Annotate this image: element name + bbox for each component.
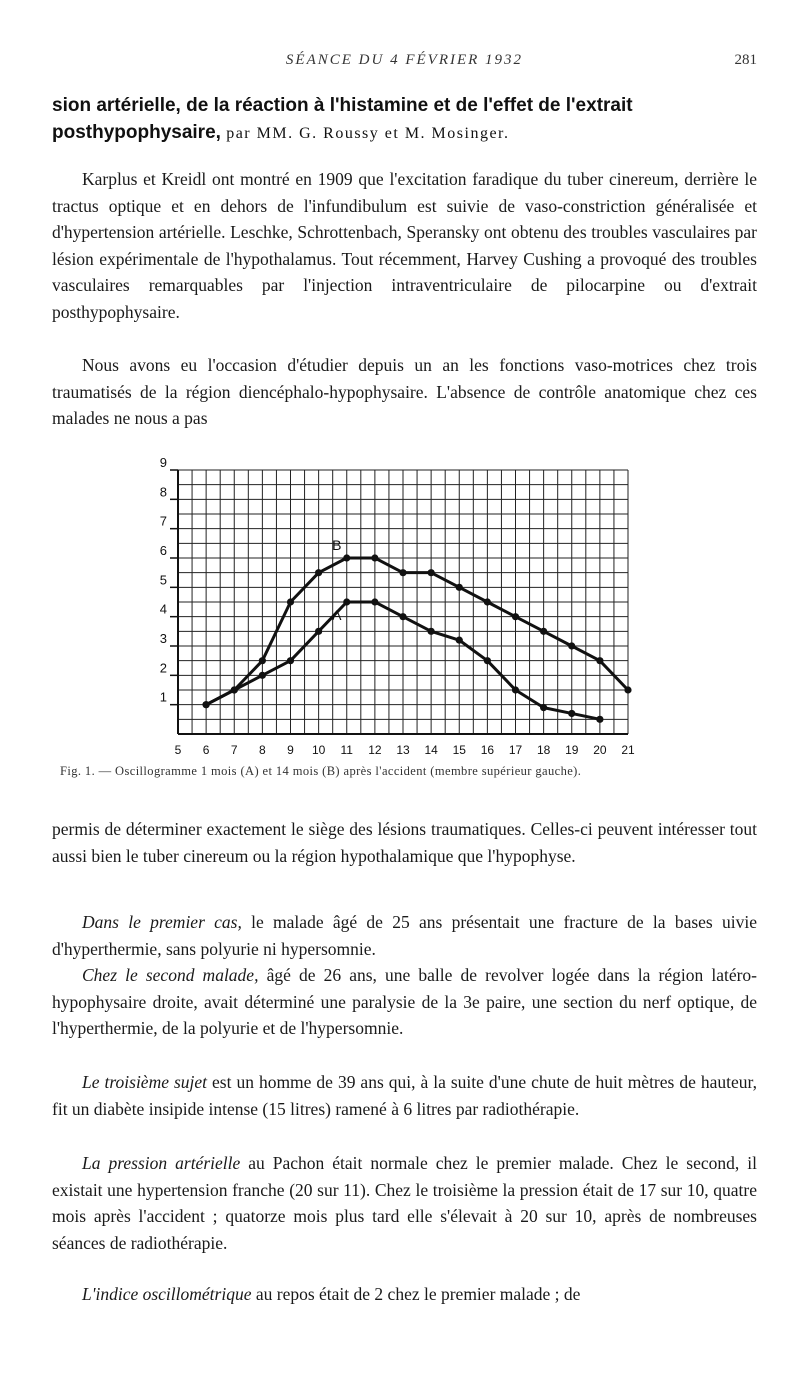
data-point-A — [540, 704, 547, 711]
data-point-B — [399, 569, 406, 576]
data-point-A — [371, 598, 378, 605]
y-tick-label: 6 — [159, 543, 167, 558]
data-point-B — [596, 657, 603, 664]
x-tick-label: 19 — [565, 743, 579, 757]
chart-grid — [178, 470, 628, 734]
x-tick-label: 18 — [536, 743, 551, 757]
data-point-A — [287, 657, 294, 664]
paragraph-8 — [52, 1281, 757, 1308]
page-number: 281 — [734, 52, 757, 68]
x-tick-label: 16 — [480, 743, 495, 757]
y-tick-label: 2 — [159, 660, 167, 676]
x-tick-label: 7 — [230, 743, 238, 757]
x-tick-label: 5 — [174, 743, 182, 757]
data-point-B — [512, 613, 519, 620]
x-tick-label: 21 — [621, 743, 635, 757]
paragraph-4-lead: Dans le premier cas, — [82, 912, 242, 932]
x-tick-label: 15 — [452, 743, 466, 757]
paragraph-2: Nous avons eu l'occasion d'étudier depuis un an les fonctions vaso-motrices chez trois traumatisés de la région diencéphalo-hypophysaire. L'absence de contrôle anatomique chez ces malades ne nous a pas — [52, 355, 757, 428]
x-tick-label: 10 — [311, 743, 326, 757]
paragraph-3: permis de déterminer exactement le siège des lésions traumatiques. Celles-ci peuvent intéresser tout aussi bien le tuber cinereum ou la région hypothalamique que l'hypophyse. — [52, 819, 757, 866]
y-tick-label: 5 — [159, 572, 167, 588]
paragraph-4-body: le malade âgé de 25 ans présentait une fracture de la bases uivie d'hyperthermie, sans polyurie ni hypersomnie. — [52, 912, 757, 959]
paragraph-7 — [52, 1150, 757, 1256]
data-point-B — [231, 686, 238, 693]
x-tick-label: 8 — [259, 743, 266, 757]
data-point-A — [512, 686, 519, 693]
oscillogram-chart — [150, 458, 650, 758]
data-point-A — [428, 628, 435, 635]
data-point-B — [343, 554, 350, 561]
x-tick-label: 20 — [593, 743, 607, 757]
paragraph-6 — [52, 1069, 757, 1122]
data-point-B — [540, 628, 547, 635]
series-label-A: A — [332, 607, 342, 623]
paragraph-5-body: âgé de 26 ans, une balle de revolver logée dans la région latéro-hypophysaire droite, avait déterminé une paralysie de la 3e paire, une section du nerf optique, de l'hyperthermie, de la polyurie et de l'hypersomnie. — [52, 965, 758, 1038]
data-point-B — [456, 584, 463, 591]
data-point-A — [568, 710, 575, 717]
data-point-A — [484, 657, 491, 664]
paragraph-7-body: au Pachon était normale chez le premier malade. Chez le second, il existait une hypertension franche (20 sur 11). Chez le troisième la pression était de 17 sur 10, quatre mois après l'accident ; quatorze mois plus tard elle s'élevait à 20 sur 10, après de nombreuses séances de radiothérapie. — [52, 1153, 757, 1253]
data-point-B — [203, 701, 210, 708]
paragraph-1: Karplus et Kreidl ont montré en 1909 que l'excitation faradique du tuber cinereum, derrière le tractus optique et en dehors de l'infundibulum est suivie de vaso-constriction généralisée et d'hypertension artérielle. Leschke, Schrottenbach, Speransky ont obtenu des troubles vasculaires par lésion expérimentale de l'hypothalamus. Tout récemment, Harvey Cushing a provoqué des troubles vasculaires remarquables par l'injection intraventriculaire de pilocarpine ou d'extrait posthypophysaire. — [52, 169, 757, 322]
paragraph-7-lead: La pression artérielle — [82, 1153, 241, 1173]
data-point-A — [596, 716, 603, 723]
oscillogram-figure — [150, 458, 650, 788]
data-point-B — [371, 554, 378, 561]
y-tick-label: 7 — [159, 513, 167, 529]
x-tick-label: 9 — [287, 743, 294, 757]
x-tick-label: 17 — [508, 743, 523, 757]
y-tick-label: 9 — [159, 458, 167, 470]
data-point-B — [259, 657, 266, 664]
series-label-B: B — [332, 537, 342, 553]
data-point-B — [315, 569, 322, 576]
x-tick-label: 6 — [202, 743, 210, 757]
paragraph-5 — [52, 962, 757, 1042]
x-tick-label: 13 — [396, 743, 410, 757]
data-point-A — [456, 637, 463, 644]
data-point-B — [568, 642, 575, 649]
y-tick-label: 3 — [159, 631, 167, 646]
data-point-B — [484, 598, 491, 605]
article-title: sion artérielle, de la réaction à l'histamine et de l'effet de l'extrait posthypophysaire, — [52, 95, 633, 143]
figure-caption: Fig. 1. — Oscillogramme 1 mois (A) et 14 mois (B) après l'accident (membre supérieur gauche). — [60, 764, 582, 778]
data-point-A — [315, 628, 322, 635]
y-tick-label: 1 — [159, 689, 167, 705]
data-point-B — [624, 686, 631, 693]
paragraph-5-lead: Chez le second malade, — [82, 965, 259, 985]
data-point-A — [343, 598, 350, 605]
data-point-B — [287, 598, 294, 605]
paragraph-8-body: au repos était de 2 chez le premier malade ; de — [251, 1284, 581, 1304]
x-tick-label: 14 — [424, 743, 438, 757]
paragraph-6-body: est un homme de 39 ans qui, à la suite d'une chute de huit mètres de hauteur, fit un diabète insipide intense (15 litres) ramené à 6 litres par radiothérapie. — [52, 1072, 757, 1119]
chart-series-labels — [332, 537, 342, 623]
paragraph-8-lead: L'indice oscillométrique — [82, 1284, 252, 1304]
y-tick-label: 4 — [159, 601, 167, 617]
article-title-block — [52, 92, 757, 147]
data-point-A — [399, 613, 406, 620]
x-tick-label: 11 — [340, 743, 353, 757]
y-tick-label: 8 — [159, 484, 167, 500]
paragraph-4 — [52, 909, 757, 962]
running-head — [52, 52, 757, 76]
paragraph-6-lead: Le troisième sujet — [82, 1072, 208, 1092]
x-tick-label: 12 — [368, 743, 382, 757]
data-point-A — [259, 672, 266, 679]
article-authors: par MM. G. Roussy et M. Mosinger. — [226, 125, 510, 142]
running-title: SÉANCE DU 4 FÉVRIER 1932 — [285, 52, 524, 68]
data-point-B — [428, 569, 435, 576]
